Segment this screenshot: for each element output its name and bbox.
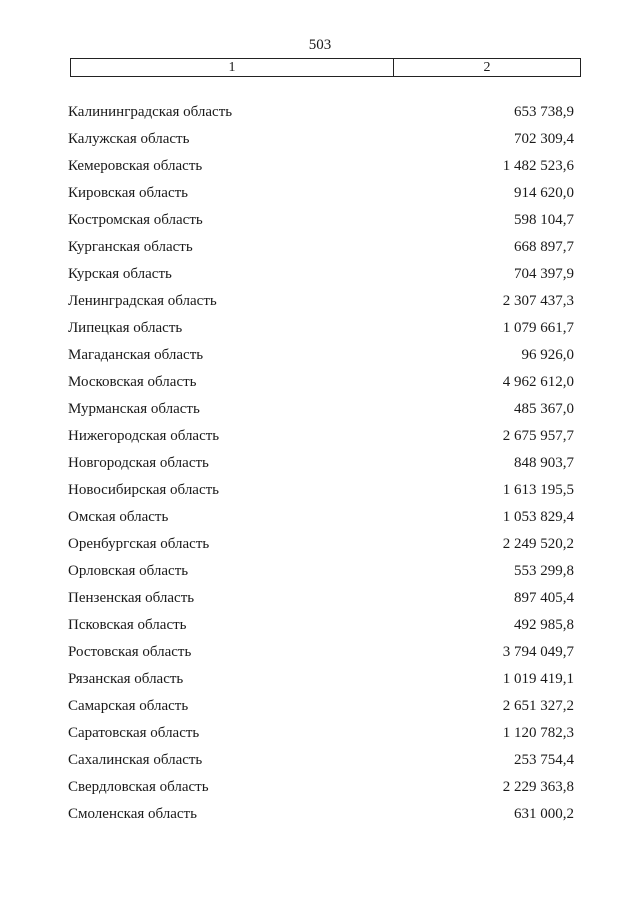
region-value: 598 104,7 — [514, 212, 574, 228]
column-header-2: 2 — [483, 60, 491, 75]
table-row — [68, 585, 574, 612]
table-row — [68, 126, 574, 153]
region-name: Калининградская область — [68, 104, 233, 120]
table-row — [68, 477, 574, 504]
region-name: Омская область — [68, 509, 169, 525]
region-name: Саратовская область — [68, 725, 200, 741]
region-name: Орловская область — [68, 563, 189, 579]
region-name: Оренбургская область — [68, 536, 210, 552]
region-name: Курская область — [68, 266, 172, 282]
region-value: 3 794 049,7 — [502, 644, 574, 660]
table-row — [68, 234, 574, 261]
region-value: 96 926,0 — [521, 347, 574, 363]
table-row — [68, 180, 574, 207]
region-value: 1 120 782,3 — [502, 725, 574, 741]
table-row — [68, 531, 574, 558]
table-row — [68, 153, 574, 180]
table-row — [68, 693, 574, 720]
table-row — [68, 504, 574, 531]
region-value: 653 738,9 — [514, 104, 574, 120]
region-value: 253 754,4 — [514, 752, 574, 768]
region-value: 704 397,9 — [514, 266, 574, 282]
region-name: Липецкая область — [68, 320, 183, 336]
region-name: Калужская область — [68, 131, 190, 147]
table-row — [68, 99, 574, 126]
region-value: 2 675 957,7 — [502, 428, 574, 444]
table-row — [68, 612, 574, 639]
table-row — [68, 747, 574, 774]
table-row — [68, 396, 574, 423]
region-value: 2 307 437,3 — [502, 293, 574, 309]
table-row — [68, 558, 574, 585]
region-name: Псковская область — [68, 617, 187, 633]
table-row — [68, 774, 574, 801]
region-name: Новгородская область — [68, 455, 209, 471]
table-row — [68, 261, 574, 288]
region-value: 485 367,0 — [514, 401, 574, 417]
page-number: 503 — [308, 37, 332, 53]
column-header-row — [70, 58, 581, 77]
region-name: Магаданская область — [68, 347, 204, 363]
table-row — [68, 450, 574, 477]
region-value: 914 620,0 — [514, 185, 574, 201]
region-value: 1 482 523,6 — [502, 158, 574, 174]
table-row — [68, 666, 574, 693]
region-value: 1 019 419,1 — [502, 671, 574, 687]
region-name: Рязанская область — [68, 671, 184, 687]
region-name: Смоленская область — [68, 806, 197, 822]
table-row — [68, 639, 574, 666]
region-value: 492 985,8 — [514, 617, 574, 633]
table-row — [68, 288, 574, 315]
region-value: 2 249 520,2 — [502, 536, 574, 552]
region-name: Новосибирская область — [68, 482, 220, 498]
region-value: 2 229 363,8 — [502, 779, 574, 795]
region-name: Ленинградская область — [68, 293, 217, 309]
table-row — [68, 369, 574, 396]
table-row — [68, 720, 574, 747]
region-name: Кемеровская область — [68, 158, 203, 174]
table-row — [68, 423, 574, 450]
region-name: Самарская область — [68, 698, 189, 714]
region-table-body — [68, 99, 574, 828]
table-row — [68, 315, 574, 342]
region-value: 897 405,4 — [514, 590, 574, 606]
region-value: 1 053 829,4 — [502, 509, 574, 525]
region-name: Ростовская область — [68, 644, 192, 660]
region-value: 2 651 327,2 — [502, 698, 574, 714]
region-value: 702 309,4 — [514, 131, 574, 147]
column-header-1: 1 — [71, 59, 394, 76]
region-value: 668 897,7 — [514, 239, 574, 255]
region-value: 848 903,7 — [514, 455, 574, 471]
region-value: 631 000,2 — [514, 806, 574, 822]
region-value: 553 299,8 — [514, 563, 574, 579]
table-row — [68, 207, 574, 234]
region-value: 1 613 195,5 — [502, 482, 574, 498]
region-name: Костромская область — [68, 212, 203, 228]
region-name: Московская область — [68, 374, 197, 390]
region-name: Пензенская область — [68, 590, 195, 606]
region-name: Курганская область — [68, 239, 193, 255]
region-name: Кировская область — [68, 185, 189, 201]
region-name: Сахалинская область — [68, 752, 203, 768]
table-row — [68, 342, 574, 369]
region-value: 4 962 612,0 — [502, 374, 574, 390]
region-name: Мурманская область — [68, 401, 200, 417]
region-value: 1 079 661,7 — [502, 320, 574, 336]
region-name: Нижегородская область — [68, 428, 220, 444]
region-name: Свердловская область — [68, 779, 209, 795]
table-row — [68, 801, 574, 828]
